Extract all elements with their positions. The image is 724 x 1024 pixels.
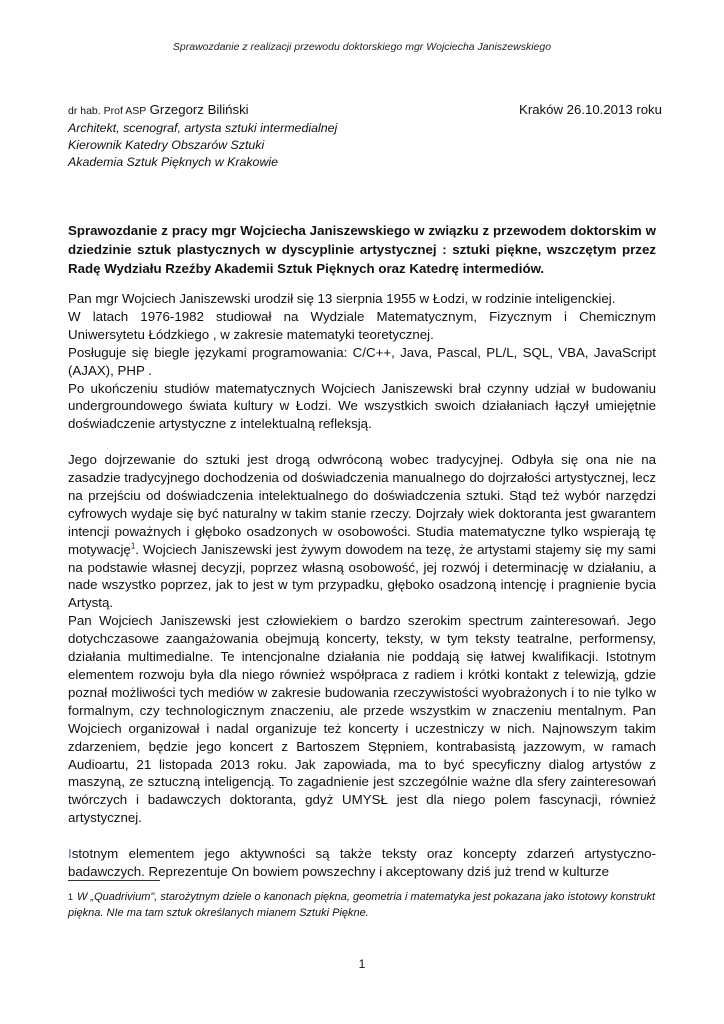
footnote-number: 1 — [68, 892, 74, 902]
author-name: Grzegorz Biliński — [149, 102, 249, 117]
author-title-prefix: dr hab. Prof ASP — [68, 105, 147, 117]
paragraph: Pan mgr Wojciech Janiszewski urodził się 13 sierpnia 1955 w Łodzi, w rodzinie inteligenckiej. — [68, 291, 616, 306]
footnote — [68, 889, 656, 921]
paragraph-text: Jego dojrzewanie do sztuki jest drogą odwróconą wobec tradycyjnej. Odbyła się ona nie na zasadzie tradycyjnego dochodzenia od doświadczenia manualnego do dojrzałości artystycznej, lecz na przejściu od doświadczenia intelektualnego do doświadczenia sztuki. Stąd też wybór narzędzi cyfrowych wydaje się być naturalny w takim stanie rzeczy. Dojrzały wiek doktoranta jest gwarantem intencji poważnych i głęboko osadzonych w osobowości. Studia matematyczne tylko wspierają tę motywację — [68, 452, 656, 557]
footnote-text: W „Quadrivium", starożytnym dziele o kanonach piękna, geometria i matematyka jest pokazana jako istotowy konstrukt piękna. NIe ma tam sztuk określanych mianem Sztuki Piękne. — [68, 891, 656, 919]
document-title: Sprawozdanie z pracy mgr Wojciecha Janiszewskiego w związku z przewodem doktorskim w dziedzinie sztuk plastycznych w dyscyplinie artystycznej : sztuki piękne, wszczętym przez Radę Wydziału Rzeźby Akademii Sztuk Pięknych oraz Katedrę intermediów. — [68, 223, 656, 276]
place-date: Kraków 26.10.2013 roku — [519, 102, 662, 117]
document-body — [68, 290, 656, 881]
paragraph: Pan Wojciech Janiszewski jest człowiekiem o bardzo szerokim spectrum zainteresowań. Jego dotychczasowe zaangażowania obejmują koncerty, teksty, w tym teksty teatralne, performensy, działania multimedialne. Te intencjonalne działania nie poddają się łatwej kwalifikacji. Istotnym elementem rozwoju była dla niego również współpraca z radiem i krótki kontakt z telewizją, gdzie poznał możliwości tych mediów w zakresie budowania rzeczywistości wyobrażonych i to nie tylko w formalnym, czy technologicznym znaczeniu, ale przede wszystkim w znaczeniu mentalnym. Pan Wojciech organizował i nadal organizuje też koncerty i uczestniczy w nich. Najnowszym takim zdarzeniem, będzie jego koncert z Bartoszem Stępniem, kontrabasistą jazzowym, w ramach Audioartu, 21 listopada 2013 roku. Jak zapowiada, ma to być specyficzny dialog artystów z maszyną, ze sztuczną inteligencją. To zagadnienie jest szczególnie ważne dla sfery zainteresowań twórczych i badawczych doktoranta, gdyż UMYSŁ jest dla niego polem fascynacji, również artystycznej. — [68, 613, 656, 826]
paragraph — [68, 451, 656, 612]
page-number: 1 — [358, 957, 366, 971]
paragraph — [68, 845, 656, 881]
author-row — [68, 101, 662, 120]
footnote-reference[interactable]: 1 — [130, 541, 136, 551]
author-line — [68, 101, 249, 120]
author-role: Akademia Sztuk Pięknych w Krakowie — [68, 155, 279, 169]
author-role: Kierownik Katedry Obszarów Sztuki — [68, 138, 265, 152]
paragraph-text: . Wojciech Janiszewski jest żywym dowodem na tezę, że artystami stajemy się my sami na podstawie własnej decyzji, poprzez własną osobowość, jej rozwój i determinację w działaniu, a nade wszystko poprzez, jak to jest w tym przypadku, głęboko osadzoną intencję i pragnienie bycia Artystą. — [68, 541, 656, 611]
paragraph-initial: I — [68, 846, 72, 862]
footnote-divider — [68, 880, 160, 881]
paragraph-text: stotnym elementem jego aktywności są także teksty oraz koncepty zdarzeń artystyczno-badawczych. Reprezentuje On bowiem powszechny i akceptowany dziś już trend w kulturze — [68, 846, 656, 879]
running-header: Sprawozdanie z realizacji przewodu doktorskiego mgr Wojciecha Janiszewskiego — [172, 41, 552, 53]
author-block — [68, 101, 662, 171]
paragraph: Po ukończeniu studiów matematycznych Wojciech Janiszewski brał czynny udział w budowaniu undergroundowego świata kultury w Łodzi. We wszystkich swoich działaniach łączył umiejętnie doświadczenie artystyczne z intelektualną refleksją. — [68, 380, 656, 432]
paragraph: Posługuje się biegle językami programowania: C/C++, Java, Pascal, PL/L, SQL, VBA, JavaScript (AJAX), PHP . — [68, 344, 656, 378]
author-role: Architekt, scenograf, artysta sztuki intermedialnej — [68, 121, 338, 135]
paragraph: W latach 1976-1982 studiował na Wydziale Matematycznym, Fizycznym i Chemicznym Uniwersytetu Łódzkiego , w zakresie matematyki teoretycznej. — [68, 308, 656, 342]
